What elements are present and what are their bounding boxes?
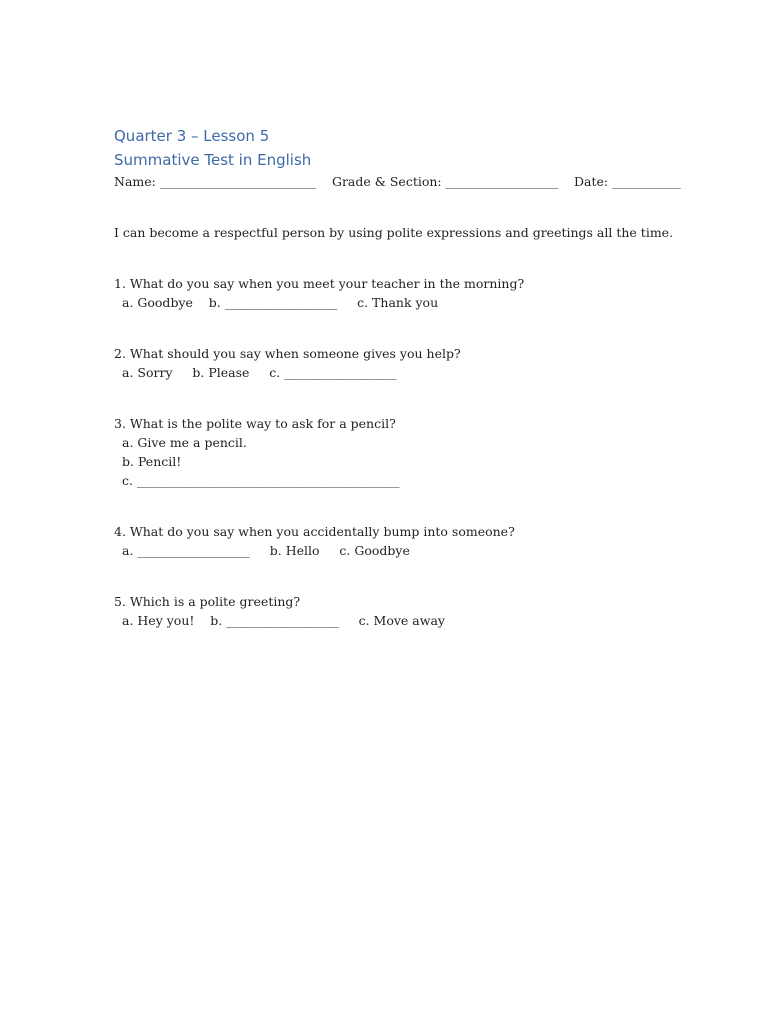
question-prompt: 2. What should you say when someone gives you help?: [114, 346, 461, 361]
test-title: Summative Test in English: [114, 151, 312, 169]
option-b: b. Pencil!: [122, 454, 182, 469]
question-prompt: 4. What do you say when you accidentally bump into someone?: [114, 524, 515, 539]
question-options: a. __________________ b. Hello c. Goodbye: [122, 543, 410, 558]
option-c: c. __________________________________________: [122, 473, 400, 488]
question-options: a. Hey you! b. __________________ c. Move away: [122, 613, 445, 628]
question-5: [114, 592, 734, 630]
question-2: [114, 344, 734, 382]
question-options: a. Goodbye b. __________________ c. Thank you: [122, 295, 439, 310]
question-4: [114, 522, 734, 560]
worksheet-page: [114, 124, 734, 662]
question-prompt: 3. What is the polite way to ask for a pencil?: [114, 416, 396, 431]
question-1: [114, 274, 734, 312]
student-info-row: Name: _________________________ Grade & Section: __________________ Date: ___________: [114, 174, 681, 189]
question-3: [114, 414, 734, 490]
learning-objective: I can become a respectful person by using polite expressions and greetings all the time.: [114, 225, 674, 240]
question-prompt: 5. Which is a polite greeting?: [114, 594, 301, 609]
question-options: a. Sorry b. Please c. __________________: [122, 365, 397, 380]
question-prompt: 1. What do you say when you meet your teacher in the morning?: [114, 276, 525, 291]
option-a: a. Give me a pencil.: [122, 435, 247, 450]
lesson-title: Quarter 3 – Lesson 5: [114, 127, 270, 145]
